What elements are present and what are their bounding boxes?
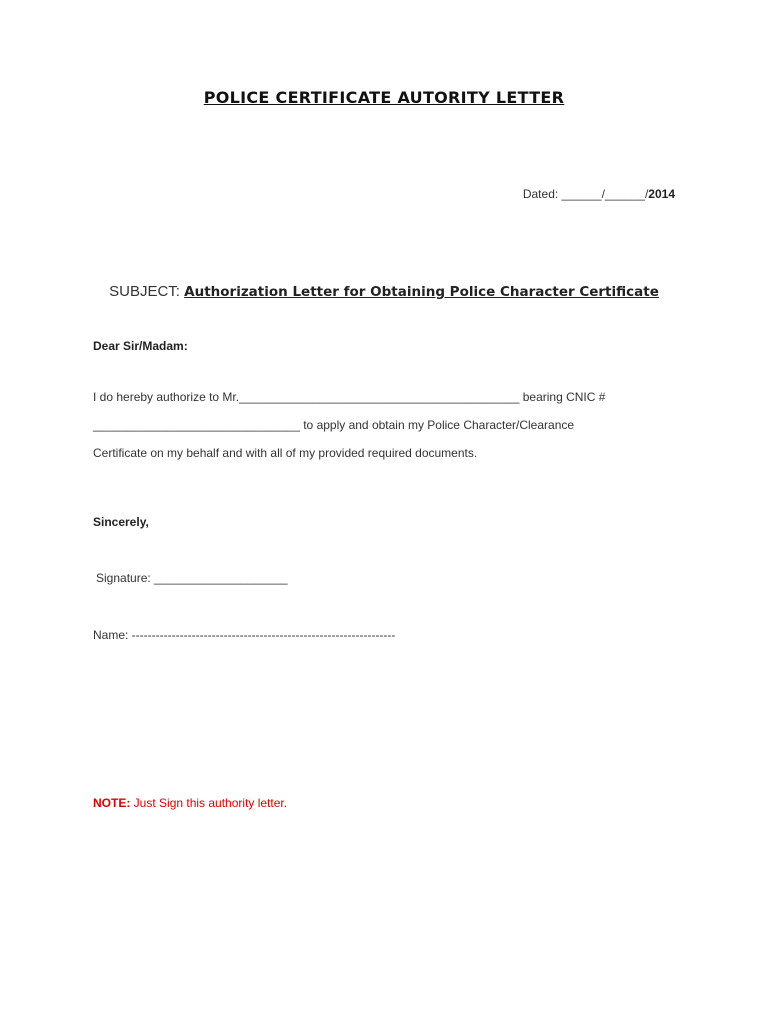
salutation: Dear Sir/Madam: [93, 339, 188, 353]
subject-label: SUBJECT: [109, 283, 185, 300]
signature-line: Signature: ____________________ [96, 571, 288, 585]
body-line-2: _______________________________ to apply and obtain my Police Character/Clearance [93, 418, 575, 432]
body-line-1: I do hereby authorize to Mr.__________________________________________ bearing CNIC # [93, 390, 606, 404]
date-label: Dated: ______/______/ [522, 187, 649, 201]
subject-text: Authorization Letter for Obtaining Police Character Certificate [184, 284, 659, 300]
note-line [93, 796, 287, 810]
subject-line [0, 283, 768, 301]
body-line-3: Certificate on my behalf and with all of my provided required documents. [93, 446, 478, 460]
note-text: Just Sign this authority letter. [130, 796, 288, 810]
closing: Sincerely, [93, 515, 149, 529]
name-line: Name: ------------------------------------------------------------------ [93, 628, 396, 642]
document-title: POLICE CERTIFICATE AUTORITY LETTER [203, 88, 565, 107]
date-line [523, 187, 675, 201]
note-label: NOTE: [93, 796, 131, 810]
date-year: 2014 [648, 187, 675, 201]
